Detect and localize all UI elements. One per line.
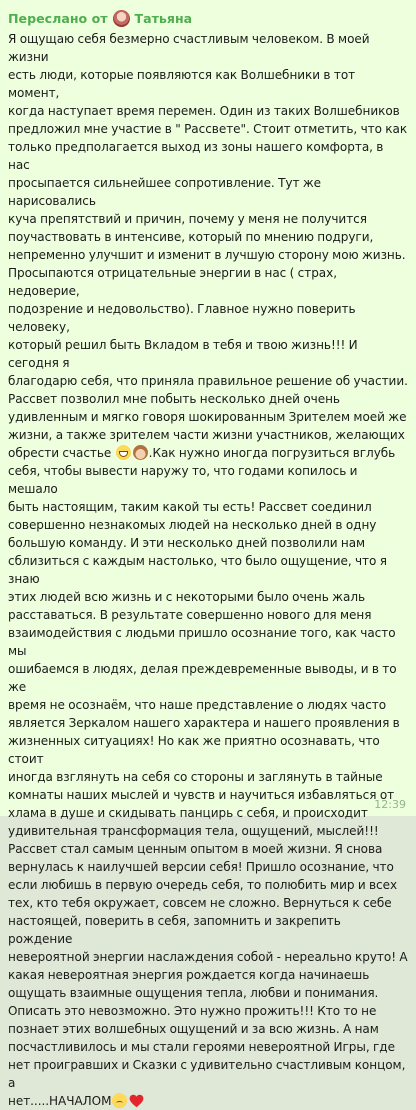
message-timestamp: 12:39: [374, 798, 406, 811]
forward-header[interactable]: [8, 9, 408, 28]
message-text: [8, 30, 408, 1110]
grinning-face-emoji: [116, 445, 131, 460]
forward-sender-name[interactable]: Татьяна: [134, 11, 193, 26]
message-text-part-1: Я ощущаю себя безмерно счастливым человеком. В моей жизни есть люди, которые появляются как Волшебники в тот момент, когда наступает время перемен. Один из таких Волшебников предложил мне участие в " Рассвете". Стоит отметить, что как только предполагается выход из зоны нашего комфорта, в нас просыпается сильнейшее сопротивление. Тут же нарисовались куча препятствий и причин, почему у меня не получится поучаствовать в интенсиве, который по мнению подруги, непременно улучшит и изменит в лучшую сторону мою жизнь. Просыпаются отрицательные энергии в нас ( страх, недоверие, подозрение и недовольство). Главное нужно поверить человеку, который решил быть Вкладом в тебя и твою жизнь!!! И сегодня я благодарю себя, что приняла правильное решение об участии. Рассвет позволил мне побыть несколько дней очень удивленным и мягко говоря шокированным Зрителем моей же жизни, а также зрителем части жизни участников, желающих обрести счастье: [8, 32, 408, 460]
forward-label: Переслано от: [8, 11, 108, 26]
monkey-face-emoji: [133, 445, 148, 460]
sad-face-emoji: [112, 1093, 127, 1108]
message-text-part-2: .Как нужно иногда погрузиться вглубь себя, чтобы вывести наружу то, что годами копилось и мешало быть настоящим, таким какой ты есть! Рассвет соединил совершенно незнакомых людей на несколько дней в одну большую команду. И эти несколько дней позволили нам сблизиться с каждым настолько, что было ощущение, что я знаю этих людей всю жизнь и с некоторыми было очень жаль расставаться. В результате совершенно нового для меня взаимодействия с людьми пришло осознание того, как часто мы ошибаемся в людях, делая преждевременные выводы, и в то же время не осознаём, что наше представление о людях часто является Зеркалом нашего характера и нашего проявления в жизненных ситуациях! Но как же приятно осознавать, что стоит иногда взглянуть на себя со стороны и заглянуть в тайные комнаты наших мыслей и чувств и научиться избавляться от хлама в душе и скидывать панцирь с себя, и происходит удивительная трансформация тела, ощущений, мыслей!!! Рассвет стал самым ценным опытом в моей жизни. Я снова вернулась к наилучшей версии себя! Пришло осознание, что если любишь в первую очередь себя, то полюбить мир и всех тех, кто тебя окружает, совсем не сложно. Вернуться к себе настоящей, поверить в себя, запомнить и закрепить рождение невероятной энергии наслаждения собой - нереально круто! А какая невероятная энергия рождается когда начинаешь ощущать взаимные ощущения тепла, любви и понимания. Описать это невозможно. Это нужно прожить!!! Кто то не познает этих волшебных ощущений и за всю жизнь. А нам посчастливилось и мы стали героями невероятной Игры, где нет проигравших и Сказки с удивительно счастливым концом, а нет.....НАЧАЛОМ: [8, 446, 408, 1108]
red-heart-emoji: [129, 1094, 144, 1108]
sender-avatar[interactable]: [113, 10, 130, 27]
